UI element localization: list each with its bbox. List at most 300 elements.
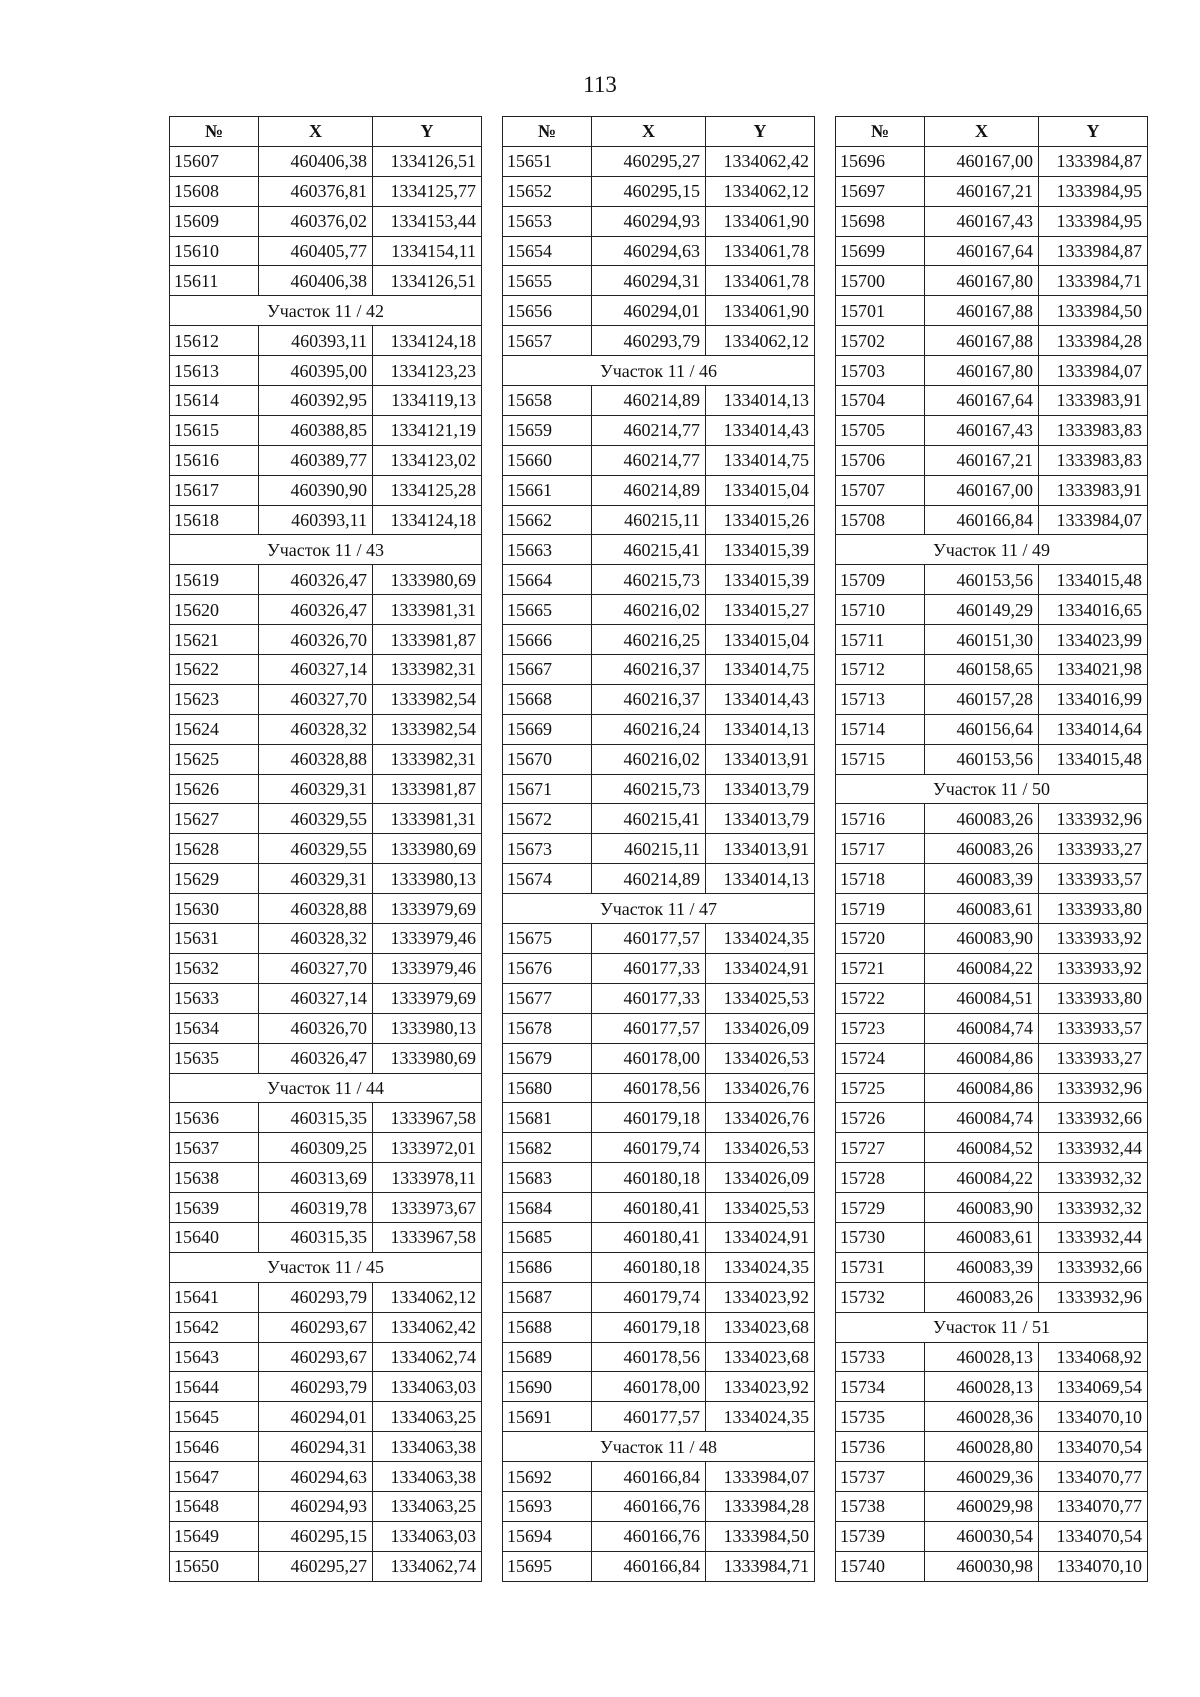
x-coordinate-cell: 460158,65 — [925, 655, 1039, 685]
table-row — [503, 864, 815, 894]
y-coordinate-cell: 1334068,92 — [1039, 1342, 1148, 1372]
x-coordinate-cell: 460327,14 — [259, 655, 373, 685]
point-number-cell: 15684 — [503, 1193, 592, 1223]
table-header-row — [170, 117, 482, 147]
y-coordinate-cell: 1334061,78 — [706, 266, 815, 296]
table-row — [503, 1282, 815, 1312]
header-x: X — [259, 117, 373, 147]
x-coordinate-cell: 460392,95 — [259, 386, 373, 416]
table-row — [836, 1252, 1148, 1282]
y-coordinate-cell: 1334123,23 — [373, 356, 482, 386]
y-coordinate-cell: 1334062,74 — [373, 1342, 482, 1372]
table-row — [836, 714, 1148, 744]
x-coordinate-cell: 460177,33 — [592, 953, 706, 983]
x-coordinate-cell: 460328,88 — [259, 894, 373, 924]
y-coordinate-cell: 1334015,48 — [1039, 744, 1148, 774]
table-row — [503, 1043, 815, 1073]
table-row — [836, 266, 1148, 296]
x-coordinate-cell: 460084,86 — [925, 1073, 1039, 1103]
point-number-cell: 15737 — [836, 1462, 925, 1492]
x-coordinate-cell: 460215,41 — [592, 535, 706, 565]
y-coordinate-cell: 1333932,44 — [1039, 1133, 1148, 1163]
table-row — [503, 1491, 815, 1521]
x-coordinate-cell: 460179,18 — [592, 1103, 706, 1133]
table-row — [170, 266, 482, 296]
table-row — [836, 864, 1148, 894]
y-coordinate-cell: 1333980,69 — [373, 565, 482, 595]
y-coordinate-cell: 1334061,90 — [706, 296, 815, 326]
y-coordinate-cell: 1334062,74 — [373, 1551, 482, 1581]
point-number-cell: 15658 — [503, 386, 592, 416]
section-row — [503, 1432, 815, 1462]
y-coordinate-cell: 1334063,38 — [373, 1432, 482, 1462]
y-coordinate-cell: 1333980,69 — [373, 1043, 482, 1073]
point-number-cell: 15660 — [503, 445, 592, 475]
x-coordinate-cell: 460180,41 — [592, 1193, 706, 1223]
point-number-cell: 15681 — [503, 1103, 592, 1133]
point-number-cell: 15643 — [170, 1342, 259, 1372]
section-row — [836, 1312, 1148, 1342]
table-row — [170, 953, 482, 983]
y-coordinate-cell: 1334013,91 — [706, 744, 815, 774]
point-number-cell: 15733 — [836, 1342, 925, 1372]
table-row — [503, 655, 815, 685]
y-coordinate-cell: 1334015,04 — [706, 625, 815, 655]
x-coordinate-cell: 460293,79 — [592, 326, 706, 356]
y-coordinate-cell: 1334014,64 — [1039, 714, 1148, 744]
point-number-cell: 15716 — [836, 804, 925, 834]
y-coordinate-cell: 1333933,27 — [1039, 1043, 1148, 1073]
table-row — [503, 1073, 815, 1103]
table-row — [503, 1193, 815, 1223]
table-row — [503, 1312, 815, 1342]
y-coordinate-cell: 1334026,09 — [706, 1013, 815, 1043]
x-coordinate-cell: 460376,81 — [259, 176, 373, 206]
x-coordinate-cell: 460180,18 — [592, 1252, 706, 1282]
table-row — [836, 1133, 1148, 1163]
x-coordinate-cell: 460167,88 — [925, 296, 1039, 326]
x-coordinate-cell: 460216,02 — [592, 744, 706, 774]
point-number-cell: 15621 — [170, 625, 259, 655]
table-row — [836, 445, 1148, 475]
point-number-cell: 15701 — [836, 296, 925, 326]
table-row — [503, 296, 815, 326]
x-coordinate-cell: 460216,25 — [592, 625, 706, 655]
x-coordinate-cell: 460180,18 — [592, 1163, 706, 1193]
point-number-cell: 15648 — [170, 1491, 259, 1521]
point-number-cell: 15709 — [836, 565, 925, 595]
x-coordinate-cell: 460294,01 — [592, 296, 706, 326]
point-number-cell: 15689 — [503, 1342, 592, 1372]
y-coordinate-cell: 1334024,91 — [706, 1222, 815, 1252]
section-title: Участок 11 / 51 — [836, 1312, 1148, 1342]
x-coordinate-cell: 460083,61 — [925, 894, 1039, 924]
x-coordinate-cell: 460028,36 — [925, 1402, 1039, 1432]
section-row — [503, 894, 815, 924]
point-number-cell: 15703 — [836, 356, 925, 386]
table-row — [503, 774, 815, 804]
table-row — [170, 386, 482, 416]
table-row — [836, 924, 1148, 954]
x-coordinate-cell: 460406,38 — [259, 146, 373, 176]
section-title: Участок 11 / 47 — [503, 894, 815, 924]
y-coordinate-cell: 1334026,09 — [706, 1163, 815, 1193]
header-y: Y — [373, 117, 482, 147]
section-row — [170, 1252, 482, 1282]
point-number-cell: 15731 — [836, 1252, 925, 1282]
section-row — [170, 535, 482, 565]
table-header-row — [503, 117, 815, 147]
point-number-cell: 15614 — [170, 386, 259, 416]
x-coordinate-cell: 460216,02 — [592, 595, 706, 625]
table-row — [170, 176, 482, 206]
point-number-cell: 15611 — [170, 266, 259, 296]
point-number-cell: 15647 — [170, 1462, 259, 1492]
y-coordinate-cell: 1333981,31 — [373, 804, 482, 834]
x-coordinate-cell: 460167,00 — [925, 475, 1039, 505]
table-row — [503, 1222, 815, 1252]
table-row — [836, 1551, 1148, 1581]
table-row — [170, 146, 482, 176]
table-row — [503, 445, 815, 475]
x-coordinate-cell: 460028,13 — [925, 1372, 1039, 1402]
table-row — [503, 1103, 815, 1133]
point-number-cell: 15659 — [503, 415, 592, 445]
x-coordinate-cell: 460153,56 — [925, 565, 1039, 595]
point-number-cell: 15620 — [170, 595, 259, 625]
table-row — [503, 983, 815, 1013]
x-coordinate-cell: 460084,22 — [925, 1163, 1039, 1193]
y-coordinate-cell: 1334154,11 — [373, 236, 482, 266]
point-number-cell: 15634 — [170, 1013, 259, 1043]
y-coordinate-cell: 1333933,57 — [1039, 1013, 1148, 1043]
table-row — [170, 834, 482, 864]
x-coordinate-cell: 460329,31 — [259, 864, 373, 894]
y-coordinate-cell: 1334026,53 — [706, 1043, 815, 1073]
y-coordinate-cell: 1333984,07 — [1039, 505, 1148, 535]
point-number-cell: 15661 — [503, 475, 592, 505]
y-coordinate-cell: 1334069,54 — [1039, 1372, 1148, 1402]
point-number-cell: 15678 — [503, 1013, 592, 1043]
point-number-cell: 15718 — [836, 864, 925, 894]
point-number-cell: 15613 — [170, 356, 259, 386]
table-row — [170, 714, 482, 744]
table-row — [836, 326, 1148, 356]
y-coordinate-cell: 1334015,39 — [706, 565, 815, 595]
y-coordinate-cell: 1334026,76 — [706, 1073, 815, 1103]
point-number-cell: 15616 — [170, 445, 259, 475]
y-coordinate-cell: 1334124,18 — [373, 505, 482, 535]
table-row — [170, 625, 482, 655]
table-row — [836, 475, 1148, 505]
y-coordinate-cell: 1334021,98 — [1039, 655, 1148, 685]
point-number-cell: 15699 — [836, 236, 925, 266]
table-row — [503, 1402, 815, 1432]
table-row — [170, 1103, 482, 1133]
y-coordinate-cell: 1333983,83 — [1039, 415, 1148, 445]
x-coordinate-cell: 460215,11 — [592, 834, 706, 864]
point-number-cell: 15673 — [503, 834, 592, 864]
x-coordinate-cell: 460084,51 — [925, 983, 1039, 1013]
y-coordinate-cell: 1333984,87 — [1039, 146, 1148, 176]
y-coordinate-cell: 1333981,31 — [373, 595, 482, 625]
table-row — [836, 1163, 1148, 1193]
x-coordinate-cell: 460083,61 — [925, 1222, 1039, 1252]
point-number-cell: 15674 — [503, 864, 592, 894]
point-number-cell: 15652 — [503, 176, 592, 206]
x-coordinate-cell: 460214,89 — [592, 864, 706, 894]
table-row — [836, 625, 1148, 655]
y-coordinate-cell: 1334016,65 — [1039, 595, 1148, 625]
point-number-cell: 15730 — [836, 1222, 925, 1252]
table-row — [503, 386, 815, 416]
point-number-cell: 15639 — [170, 1193, 259, 1223]
x-coordinate-cell: 460215,73 — [592, 565, 706, 595]
y-coordinate-cell: 1334023,99 — [1039, 625, 1148, 655]
point-number-cell: 15692 — [503, 1462, 592, 1492]
x-coordinate-cell: 460328,88 — [259, 744, 373, 774]
y-coordinate-cell: 1334024,35 — [706, 1252, 815, 1282]
table-row — [836, 1043, 1148, 1073]
point-number-cell: 15719 — [836, 894, 925, 924]
point-number-cell: 15665 — [503, 595, 592, 625]
point-number-cell: 15657 — [503, 326, 592, 356]
x-coordinate-cell: 460295,27 — [259, 1551, 373, 1581]
table-row — [170, 1342, 482, 1372]
page-number: 113 — [583, 72, 617, 97]
point-number-cell: 15710 — [836, 595, 925, 625]
y-coordinate-cell: 1334026,53 — [706, 1133, 815, 1163]
y-coordinate-cell: 1334125,77 — [373, 176, 482, 206]
y-coordinate-cell: 1333981,87 — [373, 625, 482, 655]
table-row — [836, 386, 1148, 416]
coordinates-table-middle — [502, 116, 815, 1582]
x-coordinate-cell: 460293,67 — [259, 1342, 373, 1372]
x-coordinate-cell: 460388,85 — [259, 415, 373, 445]
point-number-cell: 15627 — [170, 804, 259, 834]
table-row — [503, 714, 815, 744]
y-coordinate-cell: 1334025,53 — [706, 983, 815, 1013]
y-coordinate-cell: 1333972,01 — [373, 1133, 482, 1163]
table-row — [503, 236, 815, 266]
table-row — [836, 296, 1148, 326]
y-coordinate-cell: 1334015,04 — [706, 475, 815, 505]
x-coordinate-cell: 460177,33 — [592, 983, 706, 1013]
x-coordinate-cell: 460149,29 — [925, 595, 1039, 625]
y-coordinate-cell: 1334013,79 — [706, 774, 815, 804]
section-row — [836, 774, 1148, 804]
x-coordinate-cell: 460393,11 — [259, 505, 373, 535]
y-coordinate-cell: 1333980,13 — [373, 864, 482, 894]
x-coordinate-cell: 460406,38 — [259, 266, 373, 296]
point-number-cell: 15706 — [836, 445, 925, 475]
point-number-cell: 15641 — [170, 1282, 259, 1312]
x-coordinate-cell: 460179,74 — [592, 1282, 706, 1312]
point-number-cell: 15636 — [170, 1103, 259, 1133]
x-coordinate-cell: 460293,79 — [259, 1372, 373, 1402]
point-number-cell: 15677 — [503, 983, 592, 1013]
table-row — [170, 774, 482, 804]
x-coordinate-cell: 460329,55 — [259, 804, 373, 834]
x-coordinate-cell: 460157,28 — [925, 684, 1039, 714]
y-coordinate-cell: 1333982,31 — [373, 744, 482, 774]
table-row — [836, 684, 1148, 714]
point-number-cell: 15672 — [503, 804, 592, 834]
x-coordinate-cell: 460166,76 — [592, 1491, 706, 1521]
x-coordinate-cell: 460084,86 — [925, 1043, 1039, 1073]
x-coordinate-cell: 460167,21 — [925, 445, 1039, 475]
table-row — [170, 655, 482, 685]
x-coordinate-cell: 460028,80 — [925, 1432, 1039, 1462]
x-coordinate-cell: 460177,57 — [592, 1402, 706, 1432]
section-title: Участок 11 / 44 — [170, 1073, 482, 1103]
x-coordinate-cell: 460390,90 — [259, 475, 373, 505]
y-coordinate-cell: 1334014,75 — [706, 655, 815, 685]
y-coordinate-cell: 1334014,43 — [706, 684, 815, 714]
point-number-cell: 15668 — [503, 684, 592, 714]
table-row — [836, 176, 1148, 206]
y-coordinate-cell: 1334126,51 — [373, 266, 482, 296]
point-number-cell: 15720 — [836, 924, 925, 954]
coordinates-table-left — [169, 116, 482, 1582]
y-coordinate-cell: 1333984,28 — [706, 1491, 815, 1521]
table-row — [836, 206, 1148, 236]
x-coordinate-cell: 460167,88 — [925, 326, 1039, 356]
header-number: № — [503, 117, 592, 147]
table-row — [836, 1103, 1148, 1133]
y-coordinate-cell: 1333967,58 — [373, 1103, 482, 1133]
x-coordinate-cell: 460156,64 — [925, 714, 1039, 744]
table-row — [503, 266, 815, 296]
y-coordinate-cell: 1334070,54 — [1039, 1432, 1148, 1462]
y-coordinate-cell: 1333978,11 — [373, 1163, 482, 1193]
x-coordinate-cell: 460293,79 — [259, 1282, 373, 1312]
x-coordinate-cell: 460328,32 — [259, 714, 373, 744]
y-coordinate-cell: 1333984,07 — [706, 1462, 815, 1492]
point-number-cell: 15645 — [170, 1402, 259, 1432]
y-coordinate-cell: 1334013,91 — [706, 834, 815, 864]
point-number-cell: 15640 — [170, 1222, 259, 1252]
point-number-cell: 15676 — [503, 953, 592, 983]
point-number-cell: 15728 — [836, 1163, 925, 1193]
point-number-cell: 15705 — [836, 415, 925, 445]
table-row — [836, 595, 1148, 625]
y-coordinate-cell: 1333984,50 — [706, 1521, 815, 1551]
y-coordinate-cell: 1334015,48 — [1039, 565, 1148, 595]
point-number-cell: 15687 — [503, 1282, 592, 1312]
x-coordinate-cell: 460166,84 — [592, 1462, 706, 1492]
table-row — [170, 894, 482, 924]
point-number-cell: 15693 — [503, 1491, 592, 1521]
point-number-cell: 15642 — [170, 1312, 259, 1342]
point-number-cell: 15612 — [170, 326, 259, 356]
x-coordinate-cell: 460180,41 — [592, 1222, 706, 1252]
x-coordinate-cell: 460083,39 — [925, 864, 1039, 894]
y-coordinate-cell: 1334124,18 — [373, 326, 482, 356]
x-coordinate-cell: 460326,47 — [259, 595, 373, 625]
y-coordinate-cell: 1334014,13 — [706, 714, 815, 744]
point-number-cell: 15736 — [836, 1432, 925, 1462]
table-row — [503, 206, 815, 236]
y-coordinate-cell: 1333983,91 — [1039, 386, 1148, 416]
y-coordinate-cell: 1333979,69 — [373, 894, 482, 924]
y-coordinate-cell: 1334070,10 — [1039, 1402, 1148, 1432]
x-coordinate-cell: 460167,43 — [925, 206, 1039, 236]
x-coordinate-cell: 460179,74 — [592, 1133, 706, 1163]
table-row — [503, 176, 815, 206]
x-coordinate-cell: 460293,67 — [259, 1312, 373, 1342]
header-y: Y — [1039, 117, 1148, 147]
table-row — [170, 415, 482, 445]
y-coordinate-cell: 1334014,43 — [706, 415, 815, 445]
x-coordinate-cell: 460029,98 — [925, 1491, 1039, 1521]
table-row — [170, 1222, 482, 1252]
point-number-cell: 15697 — [836, 176, 925, 206]
y-coordinate-cell: 1333982,31 — [373, 655, 482, 685]
x-coordinate-cell: 460030,98 — [925, 1551, 1039, 1581]
point-number-cell: 15721 — [836, 953, 925, 983]
point-number-cell: 15688 — [503, 1312, 592, 1342]
section-row — [503, 356, 815, 386]
table-row — [836, 1491, 1148, 1521]
point-number-cell: 15637 — [170, 1133, 259, 1163]
x-coordinate-cell: 460326,70 — [259, 1013, 373, 1043]
point-number-cell: 15671 — [503, 774, 592, 804]
table-row — [170, 1551, 482, 1581]
y-coordinate-cell: 1334063,25 — [373, 1491, 482, 1521]
x-coordinate-cell: 460167,80 — [925, 356, 1039, 386]
table-row — [170, 1312, 482, 1342]
y-coordinate-cell: 1333982,54 — [373, 714, 482, 744]
x-coordinate-cell: 460029,36 — [925, 1462, 1039, 1492]
x-coordinate-cell: 460405,77 — [259, 236, 373, 266]
x-coordinate-cell: 460151,30 — [925, 625, 1039, 655]
table-row — [836, 415, 1148, 445]
table-row — [503, 415, 815, 445]
point-number-cell: 15629 — [170, 864, 259, 894]
point-number-cell: 15633 — [170, 983, 259, 1013]
y-coordinate-cell: 1333979,46 — [373, 953, 482, 983]
table-row — [836, 146, 1148, 176]
point-number-cell: 15622 — [170, 655, 259, 685]
table-row — [836, 894, 1148, 924]
point-number-cell: 15700 — [836, 266, 925, 296]
y-coordinate-cell: 1333932,66 — [1039, 1252, 1148, 1282]
x-coordinate-cell: 460389,77 — [259, 445, 373, 475]
table-row — [836, 1193, 1148, 1223]
y-coordinate-cell: 1333933,57 — [1039, 864, 1148, 894]
x-coordinate-cell: 460393,11 — [259, 326, 373, 356]
y-coordinate-cell: 1333984,71 — [1039, 266, 1148, 296]
x-coordinate-cell: 460294,63 — [592, 236, 706, 266]
y-coordinate-cell: 1334061,78 — [706, 236, 815, 266]
x-coordinate-cell: 460179,18 — [592, 1312, 706, 1342]
table-row — [170, 595, 482, 625]
header-x: X — [592, 117, 706, 147]
table-row — [836, 1521, 1148, 1551]
point-number-cell: 15702 — [836, 326, 925, 356]
y-coordinate-cell: 1333983,83 — [1039, 445, 1148, 475]
section-title: Участок 11 / 46 — [503, 356, 815, 386]
section-title: Участок 11 / 49 — [836, 535, 1148, 565]
table-row — [503, 1551, 815, 1581]
x-coordinate-cell: 460214,77 — [592, 415, 706, 445]
point-number-cell: 15664 — [503, 565, 592, 595]
point-number-cell: 15727 — [836, 1133, 925, 1163]
table-row — [836, 1073, 1148, 1103]
x-coordinate-cell: 460083,39 — [925, 1252, 1039, 1282]
x-coordinate-cell: 460178,56 — [592, 1073, 706, 1103]
